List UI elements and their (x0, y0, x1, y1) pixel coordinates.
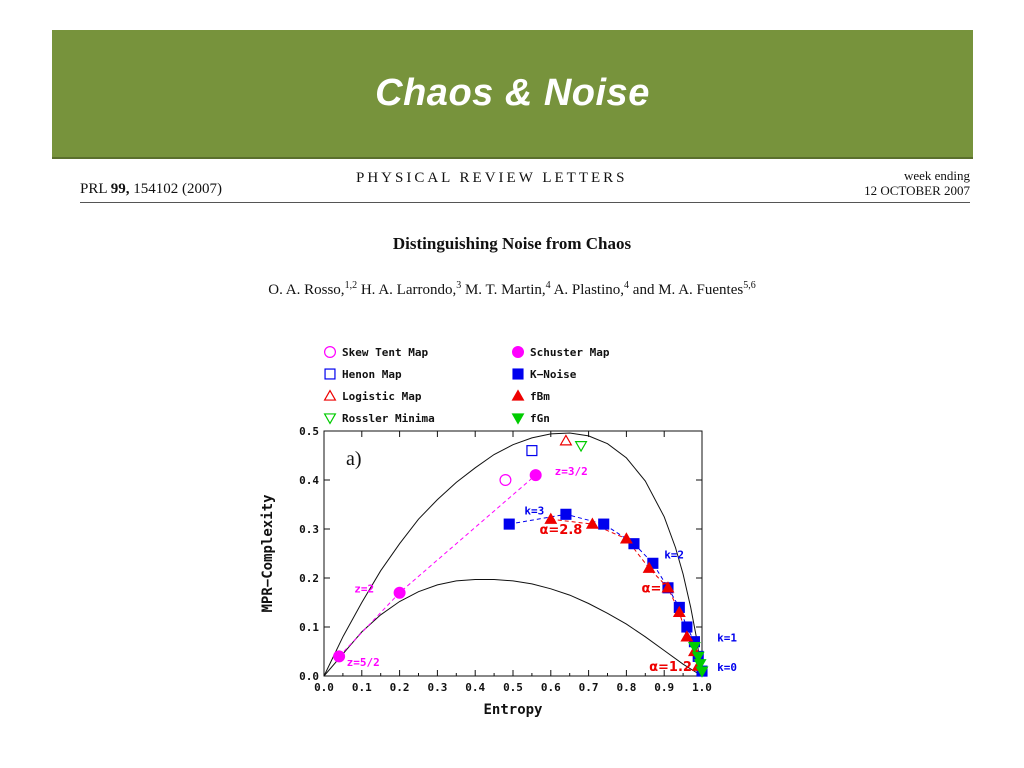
issue-line-2: 12 OCTOBER 2007 (864, 183, 970, 198)
annotation-6: k=0 (717, 661, 737, 675)
x-tick-label-6: 0.6 (540, 681, 561, 694)
x-tick-label-9: 0.9 (654, 681, 675, 694)
point-1-0 (334, 651, 345, 662)
legend-label-4: Logistic Map (342, 390, 422, 403)
x-tick-label-5: 0.5 (503, 681, 523, 694)
issue-date (864, 168, 970, 198)
journal-header (80, 166, 970, 203)
legend-marker-2 (325, 369, 335, 379)
author-affiliation-3: 4 (624, 280, 630, 291)
x-tick-label-4: 0.4 (465, 681, 486, 694)
annotation-9: α=1.2 (649, 660, 692, 676)
annotation-3: k=3 (524, 504, 545, 518)
complexity-entropy-plot (240, 335, 760, 735)
citation-rest: 154102 (2007) (129, 181, 222, 197)
panel-label: a) (346, 448, 362, 470)
point-6-0 (576, 442, 587, 451)
point-1-2 (530, 470, 541, 481)
journal-name: PHYSICAL REVIEW LETTERS (356, 170, 628, 186)
point-1-1 (394, 587, 405, 598)
y-tick-label-3: 0.3 (299, 523, 319, 536)
legend-label-2: Henon Map (342, 368, 402, 381)
plot-frame (324, 431, 702, 676)
annotation-8: α=2 (641, 581, 671, 597)
author-2: M. T. Martin, (461, 282, 546, 298)
author-affiliation-0: 1,2 (344, 280, 358, 291)
annotation-5: k=1 (717, 631, 737, 645)
x-tick-label-0: 0.0 (314, 681, 334, 694)
point-5-6 (681, 631, 692, 640)
point-4-0 (561, 435, 572, 444)
paper-title: Distinguishing Noise from Chaos (392, 234, 632, 253)
point-0-0 (500, 475, 511, 486)
author-affiliation-2: 4 (545, 280, 551, 291)
author-0: O. A. Rosso, (268, 282, 345, 298)
legend-marker-7 (513, 414, 524, 423)
point-3-2 (599, 519, 609, 529)
citation-volume: 99, (110, 181, 130, 197)
x-tick-label-3: 0.3 (427, 681, 448, 694)
upper-bound-curve (324, 433, 702, 676)
annotation-2: z=5/2 (346, 656, 380, 670)
point-5-2 (621, 533, 632, 542)
legend-label-6: Rossler Minima (342, 412, 435, 425)
x-tick-label-8: 0.8 (616, 681, 637, 694)
x-axis-title: Entropy (483, 702, 543, 718)
author-affiliation-4: 5,6 (743, 280, 756, 291)
author-4: and M. A. Fuentes (629, 282, 744, 298)
legend-label-0: Skew Tent Map (342, 346, 429, 359)
legend-marker-1 (513, 347, 524, 358)
y-tick-label-2: 0.2 (299, 572, 319, 585)
annotation-0: z=3/2 (554, 465, 588, 479)
author-list (0, 280, 1024, 299)
citation (80, 181, 222, 198)
slide-banner (52, 30, 973, 159)
y-tick-label-1: 0.1 (299, 621, 319, 634)
legend-label-1: Schuster Map (530, 346, 610, 359)
point-2-0 (527, 446, 537, 456)
y-tick-label-0: 0.0 (299, 670, 319, 683)
annotation-1: z=2 (354, 582, 375, 596)
legend-marker-5 (513, 391, 524, 400)
legend-label-3: K−Noise (530, 368, 577, 381)
x-tick-label-1: 0.1 (351, 681, 372, 694)
author-3: A. Plastino, (550, 282, 625, 298)
legend-label-7: fGn (530, 412, 550, 425)
annotation-7: α=2.8 (539, 522, 583, 538)
legend-marker-4 (325, 391, 336, 400)
legend-marker-0 (325, 347, 336, 358)
x-tick-label-10: 1.0 (692, 681, 712, 694)
x-tick-label-2: 0.2 (389, 681, 410, 694)
annotation-4: k=2 (664, 548, 685, 562)
point-5-0 (545, 514, 556, 523)
x-tick-label-7: 0.7 (578, 681, 599, 694)
y-tick-label-4: 0.4 (299, 474, 319, 487)
author-1: H. A. Larrondo, (357, 282, 457, 298)
issue-line-1: week ending (903, 168, 970, 183)
point-3-1 (561, 509, 571, 519)
legend-label-5: fBm (530, 390, 550, 403)
legend-marker-3 (513, 369, 523, 379)
citation-prefix: PRL (80, 181, 111, 197)
schuster-connector (339, 475, 536, 656)
author-affiliation-1: 3 (456, 280, 462, 291)
y-tick-label-5: 0.5 (299, 425, 319, 438)
slide-title: Chaos & Noise (375, 72, 650, 114)
y-axis-title: MPR−Complexity (260, 494, 276, 613)
legend-marker-6 (325, 414, 336, 423)
point-3-0 (504, 519, 514, 529)
